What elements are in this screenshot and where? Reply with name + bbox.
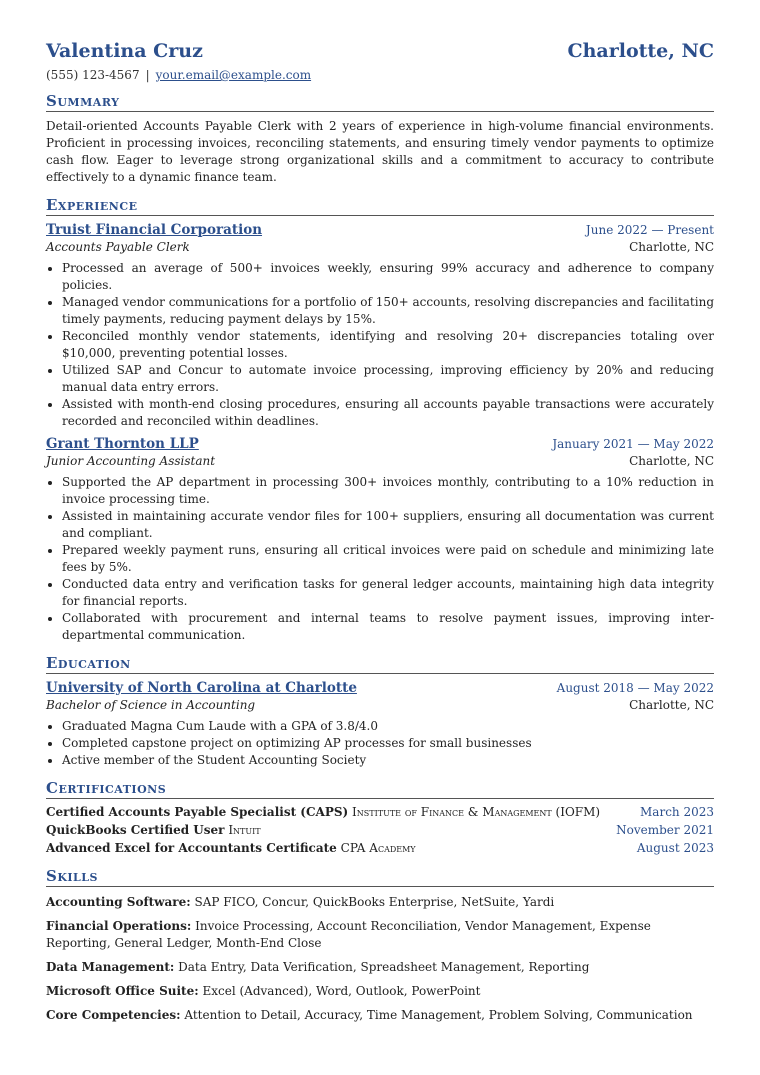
skill-label: Core Competencies: bbox=[46, 1008, 181, 1022]
skill-line bbox=[46, 918, 714, 952]
bullet-item: • Processed an average of 500+ invoices weekly, ensuring 99% accuracy and adherence to company policies. bbox=[62, 260, 714, 294]
education-location: Charlotte, NC bbox=[629, 698, 714, 712]
candidate-name: Valentina Cruz bbox=[46, 40, 203, 62]
job-role: Junior Accounting Assistant bbox=[46, 454, 216, 468]
education-bullets bbox=[46, 718, 714, 769]
certification-item bbox=[46, 803, 714, 821]
bullet-item: • Active member of the Student Accounting Society bbox=[62, 752, 714, 769]
phone-number: (555) 123-4567 bbox=[46, 68, 140, 82]
education-entry bbox=[46, 674, 714, 769]
skill-value: Excel (Advanced), Word, Outlook, PowerPoint bbox=[202, 984, 481, 998]
skills-list bbox=[46, 894, 714, 1024]
bullet-item: • Utilized SAP and Concur to automate invoice processing, improving efficiency by 20% and reducing manual data entry errors. bbox=[62, 362, 714, 396]
job-entry bbox=[46, 216, 714, 430]
company-name-link[interactable]: Grant Thornton LLP bbox=[46, 436, 199, 452]
job-entry bbox=[46, 430, 714, 644]
certification-issuer: Institute of Finance & Management (IOFM) bbox=[352, 805, 601, 819]
skill-value: Invoice Processing, Account Reconciliation, Vendor Management, Expense Reporting, General Ledger, Month-End Close bbox=[46, 919, 651, 950]
bullet-item: • Reconciled monthly vendor statements, identifying and resolving 20+ discrepancies totaling over $10,000, preventing potential losses. bbox=[62, 328, 714, 362]
certification-name: Advanced Excel for Accountants Certificate bbox=[46, 841, 337, 855]
skills-heading: Skills bbox=[46, 867, 714, 887]
certification-item bbox=[46, 821, 714, 839]
company-name-link[interactable]: Truist Financial Corporation bbox=[46, 222, 263, 238]
skill-value: Attention to Detail, Accuracy, Time Management, Problem Solving, Communication bbox=[184, 1008, 693, 1022]
skill-line bbox=[46, 983, 714, 1000]
certification-date: November 2021 bbox=[616, 823, 714, 837]
candidate-location: Charlotte, NC bbox=[567, 40, 714, 62]
job-dates: January 2021 — May 2022 bbox=[552, 437, 714, 451]
education-dates: August 2018 — May 2022 bbox=[556, 681, 714, 695]
job-bullets bbox=[46, 474, 714, 644]
job-role: Accounts Payable Clerk bbox=[46, 240, 190, 254]
skill-label: Microsoft Office Suite: bbox=[46, 984, 199, 998]
header bbox=[46, 40, 714, 62]
experience-heading: Experience bbox=[46, 196, 714, 216]
certification-date: August 2023 bbox=[636, 841, 714, 855]
skill-line bbox=[46, 959, 714, 976]
certifications-heading: Certifications bbox=[46, 779, 714, 799]
certification-issuer: CPA Academy bbox=[340, 841, 416, 855]
skill-line bbox=[46, 1007, 714, 1024]
job-location: Charlotte, NC bbox=[629, 454, 714, 468]
job-bullets bbox=[46, 260, 714, 430]
certification-name: QuickBooks Certified User bbox=[46, 823, 225, 837]
bullet-item: • Conducted data entry and verification tasks for general ledger accounts, maintaining high data integrity for financial reports. bbox=[62, 576, 714, 610]
contact-line bbox=[46, 68, 714, 82]
certifications-list bbox=[46, 803, 714, 857]
school-name-link[interactable]: University of North Carolina at Charlotte bbox=[46, 680, 357, 696]
bullet-item: • Managed vendor communications for a portfolio of 150+ accounts, resolving discrepancies and facilitating timely payments, reducing payment delays by 15%. bbox=[62, 294, 714, 328]
skill-label: Accounting Software: bbox=[46, 895, 191, 909]
bullet-item: • Completed capstone project on optimizing AP processes for small businesses bbox=[62, 735, 714, 752]
certification-issuer: Intuit bbox=[228, 823, 261, 837]
certification-date: March 2023 bbox=[640, 805, 714, 819]
job-location: Charlotte, NC bbox=[629, 240, 714, 254]
job-dates: June 2022 — Present bbox=[585, 223, 714, 237]
bullet-item: • Prepared weekly payment runs, ensuring all critical invoices were paid on schedule and minimizing late fees by 5%. bbox=[62, 542, 714, 576]
summary-heading: Summary bbox=[46, 92, 714, 112]
skill-label: Financial Operations: bbox=[46, 919, 192, 933]
skill-line bbox=[46, 894, 714, 911]
skill-value: SAP FICO, Concur, QuickBooks Enterprise, NetSuite, Yardi bbox=[194, 895, 555, 909]
education-heading: Education bbox=[46, 654, 714, 674]
certification-item bbox=[46, 839, 714, 857]
bullet-item: • Assisted with month-end closing procedures, ensuring all accounts payable transactions were accurately recorded and reconciled within deadlines. bbox=[62, 396, 714, 430]
degree: Bachelor of Science in Accounting bbox=[46, 698, 256, 712]
email-link[interactable]: your.email@example.com bbox=[155, 68, 312, 82]
skill-value: Data Entry, Data Verification, Spreadsheet Management, Reporting bbox=[178, 960, 590, 974]
bullet-item: • Collaborated with procurement and internal teams to resolve payment issues, improving inter-departmental communication. bbox=[62, 610, 714, 644]
certification-name: Certified Accounts Payable Specialist (CAPS) bbox=[46, 805, 349, 819]
contact-separator: | bbox=[145, 68, 150, 82]
skill-label: Data Management: bbox=[46, 960, 175, 974]
bullet-item: • Assisted in maintaining accurate vendor files for 100+ suppliers, ensuring all documentation was current and compliant. bbox=[62, 508, 714, 542]
bullet-item: • Graduated Magna Cum Laude with a GPA of 3.8/4.0 bbox=[62, 718, 714, 735]
summary-text: Detail-oriented Accounts Payable Clerk with 2 years of experience in high-volume financial environments. Proficient in processing invoices, reconciling statements, and ensuring timely vendor payments to optimize cash flow. Eager to leverage strong organizational skills and a commitment to accuracy to contribute effectively to a dynamic finance team. bbox=[46, 119, 714, 184]
bullet-item: • Supported the AP department in processing 300+ invoices monthly, contributing to a 10% reduction in invoice processing time. bbox=[62, 474, 714, 508]
